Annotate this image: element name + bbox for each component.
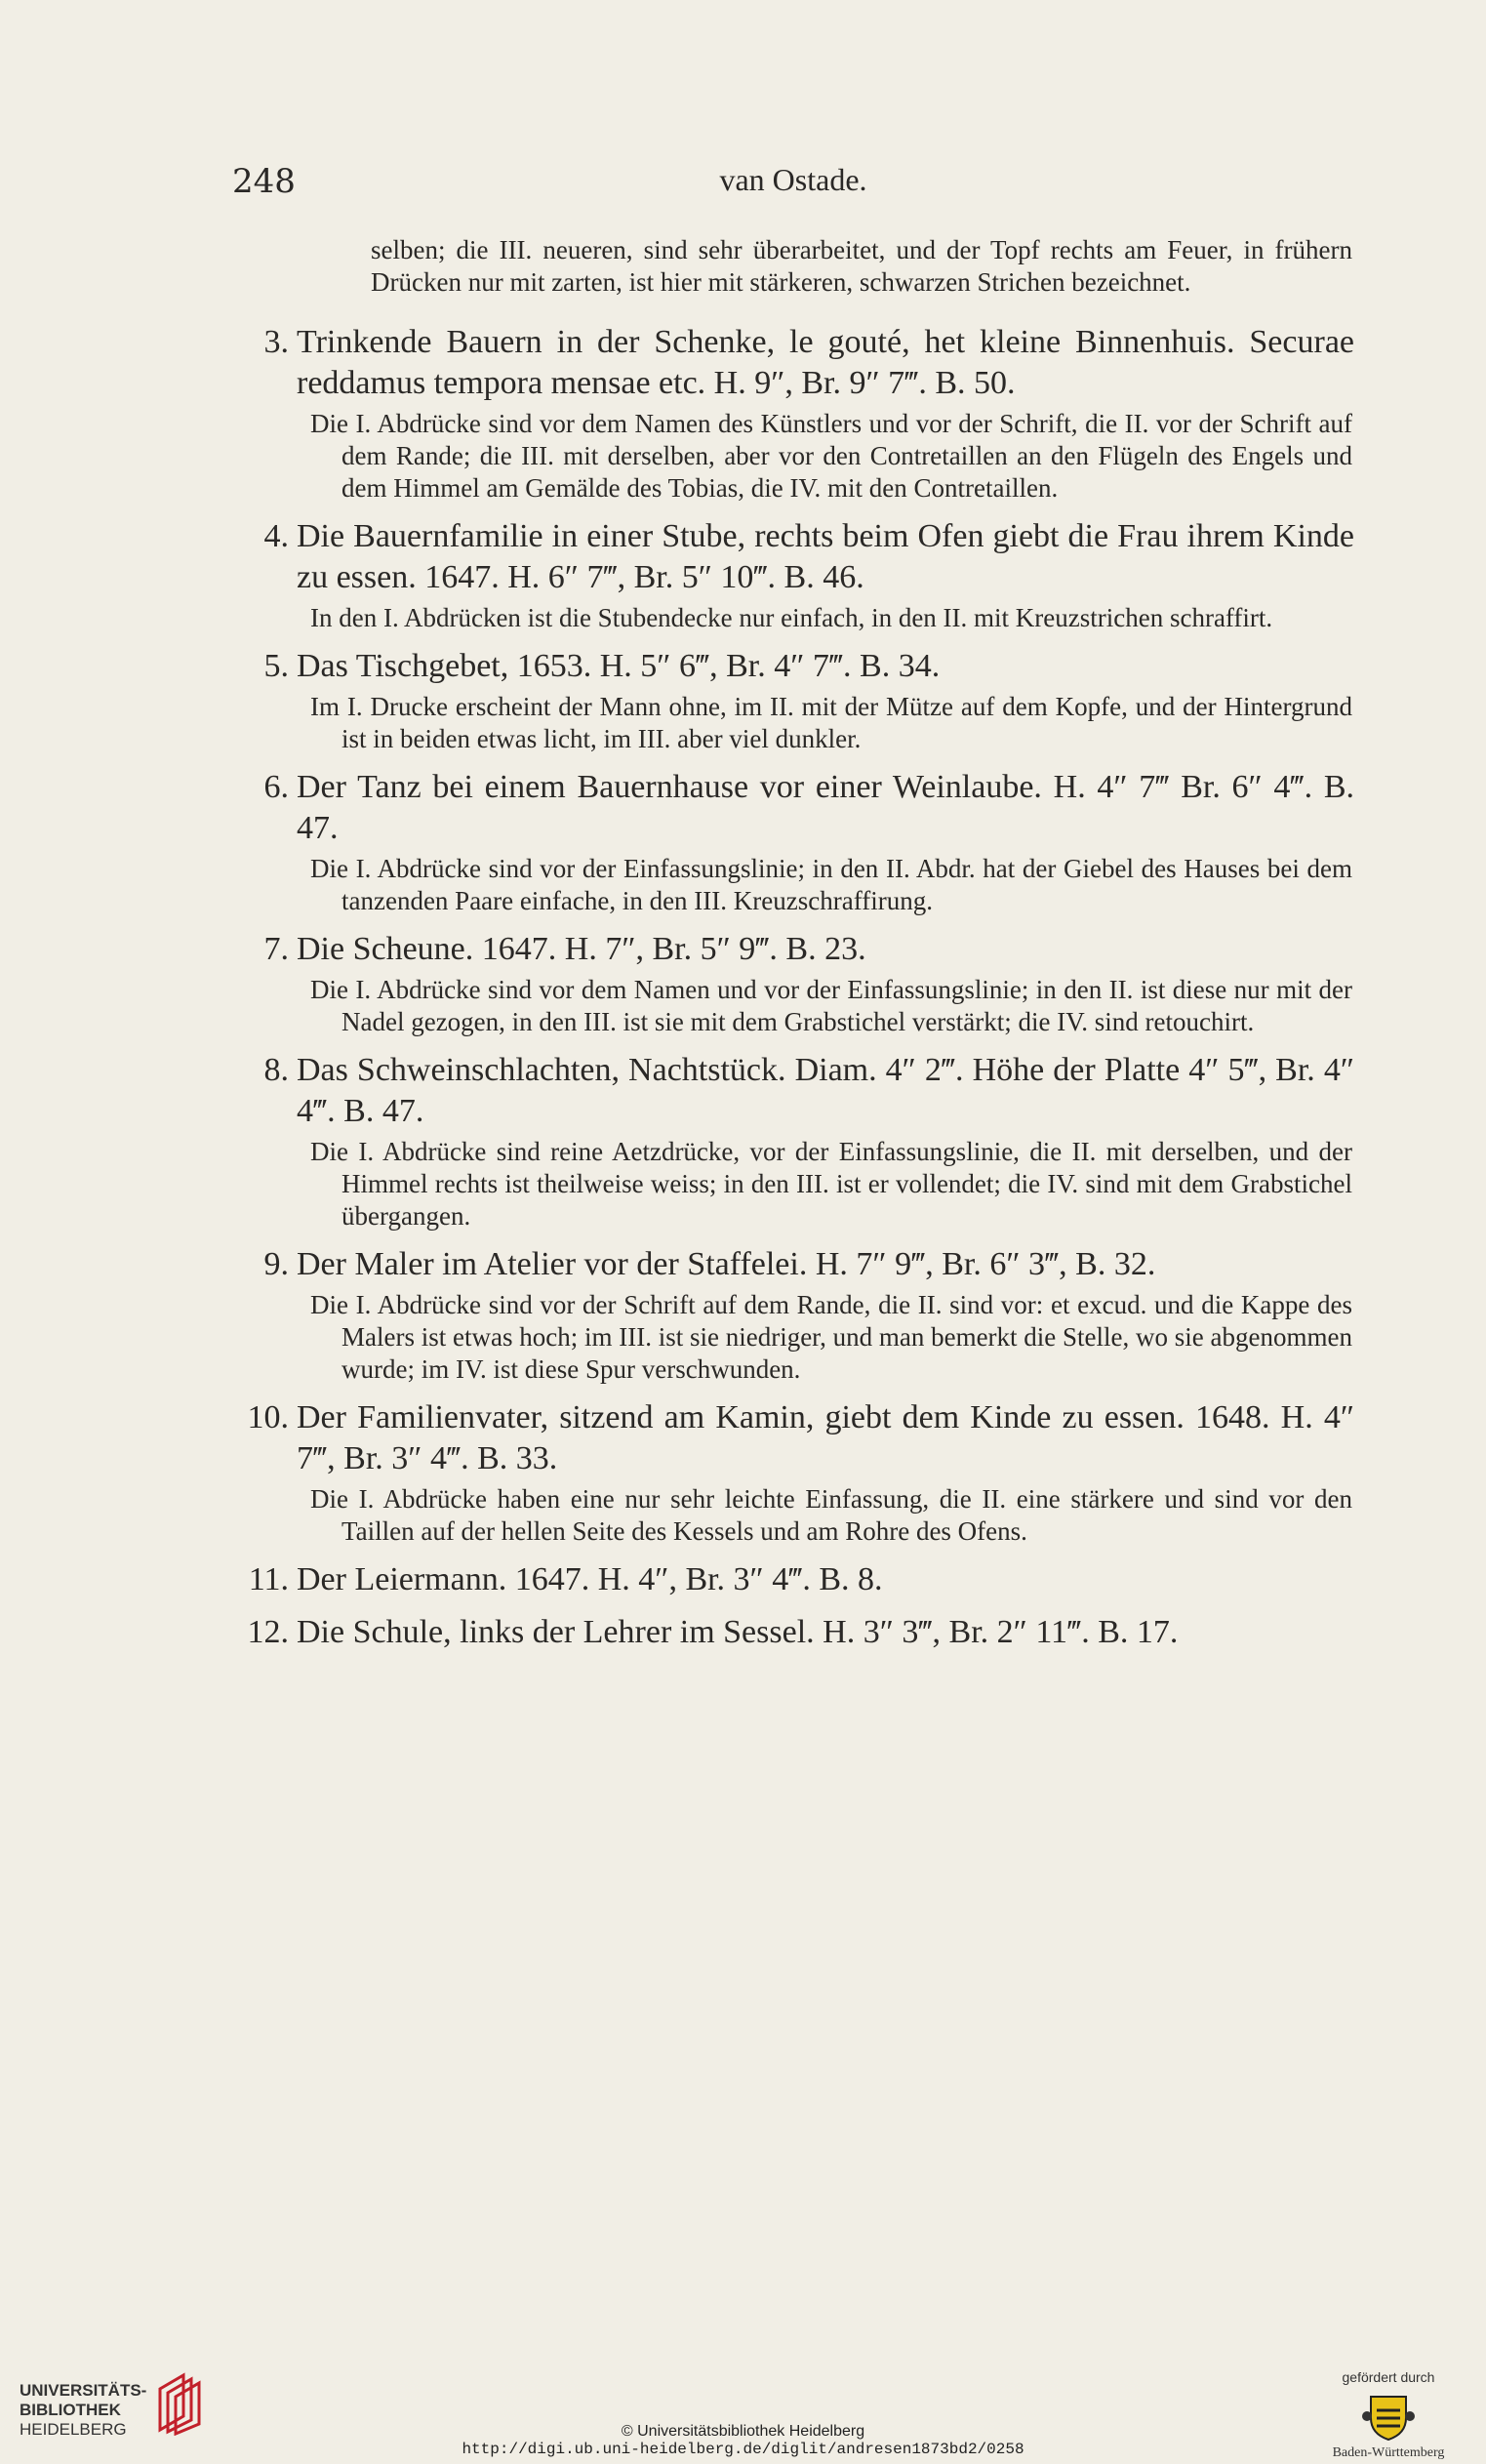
entry-heading	[234, 1559, 1354, 1600]
entry-heading	[234, 929, 1354, 970]
entry-number: 6.	[263, 769, 289, 805]
page-header	[232, 162, 1354, 211]
funder-name: Baden-Württemberg	[1332, 2445, 1445, 2460]
entry-note: Die I. Abdrücke sind vor der Schrift auf dem Rande, die II. sind vor: et excud. und die Kappe des Malers ist etwas hoch; im III. ist sie niedriger, und man bemerkt die Stelle, wo sie abgenommen wurde; im IV. ist diese Spur verschwunden.	[310, 1290, 1352, 1384]
catalogue-entry	[234, 1244, 1354, 1386]
library-name-line1: UNIVERSITÄTS-	[20, 2381, 147, 2400]
entry-number: 8.	[263, 1052, 289, 1088]
entry-title: Das Tischgebet, 1653. H. 5″ 6‴, Br. 4″ 7‴. B. 34.	[297, 648, 941, 684]
catalogue-entry	[234, 516, 1354, 634]
entry-heading	[234, 516, 1354, 598]
page-content	[234, 234, 1354, 1665]
intro-note: selben; die III. neueren, sind sehr überarbeitet, und der Topf rechts am Feuer, in frühern Drücken nur mit zarten, ist hier mit stärkeren, schwarzen Strichen bezeichnet.	[371, 235, 1352, 297]
entry-heading	[234, 1244, 1354, 1285]
entry-title: Die Scheune. 1647. H. 7″, Br. 5″ 9‴. B. 23.	[297, 931, 866, 967]
catalogue-entry	[234, 1050, 1354, 1232]
source-url[interactable]: http://digi.ub.uni-heidelberg.de/diglit/andresen1873bd2/0258	[462, 2441, 1024, 2458]
entry-number: 4.	[263, 518, 289, 554]
catalogue-entry	[234, 1559, 1354, 1600]
catalogue-entry	[234, 767, 1354, 917]
entry-number: 7.	[263, 931, 289, 967]
entry-title: Der Familienvater, sitzend am Kamin, giebt dem Kinde zu essen. 1648. H. 4″ 7‴, Br. 3″ 4‴. B. 33.	[297, 1399, 1354, 1476]
catalogue-entry	[234, 1612, 1354, 1653]
entry-heading	[234, 1612, 1354, 1653]
entry-note: Die I. Abdrücke sind vor dem Namen des Künstlers und vor der Schrift, die II. vor der Schrift auf dem Rande; die III. mit derselben, aber vor den Contretaillen an den Flügeln des Engels und dem Himmel am Gemälde des Tobias, die IV. mit den Contretaillen.	[310, 409, 1352, 503]
copyright-text: © Universitätsbibliothek Heidelberg	[621, 2423, 865, 2440]
running-head: van Ostade.	[719, 162, 867, 197]
entry-note: Im I. Drucke erscheint der Mann ohne, im II. mit der Mütze auf dem Kopfe, und der Hintergrund ist in beiden etwas licht, im III. aber viel dunkler.	[310, 692, 1352, 753]
copyright-block	[0, 2422, 1486, 2459]
entry-title: Das Schweinschlachten, Nachtstück. Diam. 4″ 2‴. Höhe der Platte 4″ 5‴, Br. 4″ 4‴. B. 47.	[297, 1052, 1354, 1129]
page-number: 248	[232, 162, 296, 201]
entry-title: Der Maler im Atelier vor der Staffelei. H. 7″ 9‴, Br. 6″ 3‴, B. 32.	[297, 1246, 1156, 1282]
funded-by-label: gefördert durch	[1342, 2369, 1435, 2385]
entry-title: Trinkende Bauern in der Schenke, le gouté, het kleine Binnenhuis. Securae reddamus tempora mensae etc. H. 9″, Br. 9″ 7‴. B. 50.	[297, 324, 1354, 401]
entry-heading	[234, 1050, 1354, 1132]
catalogue-entry	[234, 646, 1354, 755]
catalogue-entry	[234, 1397, 1354, 1548]
entry-title: Der Tanz bei einem Bauernhause vor einer Weinlaube. H. 4″ 7‴ Br. 6″ 4‴. B. 47.	[297, 769, 1354, 846]
entry-note: Die I. Abdrücke sind vor der Einfassungslinie; in den II. Abdr. hat der Giebel des Hauses bei dem tanzenden Paare einfache, in den III. Kreuzschraffirung.	[310, 854, 1352, 915]
entry-title: Der Leiermann. 1647. H. 4″, Br. 3″ 4‴. B. 8.	[297, 1561, 883, 1597]
entry-heading	[234, 767, 1354, 849]
entry-number: 5.	[263, 648, 289, 684]
entry-number: 3.	[263, 324, 289, 360]
entry-number: 10.	[247, 1399, 289, 1435]
catalogue-entry	[234, 322, 1354, 505]
catalogue-entry	[234, 929, 1354, 1038]
entry-note: In den I. Abdrücken ist die Stubendecke nur einfach, in den II. mit Kreuzstrichen schraffirt.	[310, 603, 1273, 632]
entry-number: 11.	[248, 1561, 289, 1597]
library-name-line3: HEIDELBERG	[20, 2420, 127, 2439]
funder-block	[1310, 2369, 1466, 2461]
entry-heading	[234, 322, 1354, 404]
page-footer	[0, 2362, 1486, 2464]
entry-heading	[234, 1397, 1354, 1479]
entry-number: 12.	[247, 1614, 289, 1650]
entry-note: Die I. Abdrücke haben eine nur sehr leichte Einfassung, die II. eine stärkere und sind vor den Taillen auf der hellen Seite des Kessels und am Rohre des Ofens.	[310, 1484, 1352, 1546]
entry-number: 9.	[263, 1246, 289, 1282]
catalogue-entries	[234, 322, 1354, 1653]
entry-note: Die I. Abdrücke sind reine Aetzdrücke, vor der Einfassungslinie, die II. mit derselben, und der Himmel rechts ist theilweise weiss; in den III. ist er vollendet; die IV. sind mit dem Grabstichel übergangen.	[310, 1137, 1352, 1231]
entry-note: Die I. Abdrücke sind vor dem Namen und vor der Einfassungslinie; in den II. ist diese nur mit der Nadel gezogen, in den III. ist sie mit dem Grabstichel verstärkt; die IV. sind retouchirt.	[310, 975, 1352, 1036]
entry-title: Die Schule, links der Lehrer im Sessel. H. 3″ 3‴, Br. 2″ 11‴. B. 17.	[297, 1614, 1179, 1650]
entry-title: Die Bauernfamilie in einer Stube, rechts beim Ofen giebt die Frau ihrem Kinde zu essen. 1647. H. 6″ 7‴, Br. 5″ 10‴. B. 46.	[297, 518, 1354, 595]
entry-heading	[234, 646, 1354, 687]
coat-of-arms-icon	[1361, 2391, 1416, 2442]
library-name-line2: BIBLIOTHEK	[20, 2401, 121, 2419]
